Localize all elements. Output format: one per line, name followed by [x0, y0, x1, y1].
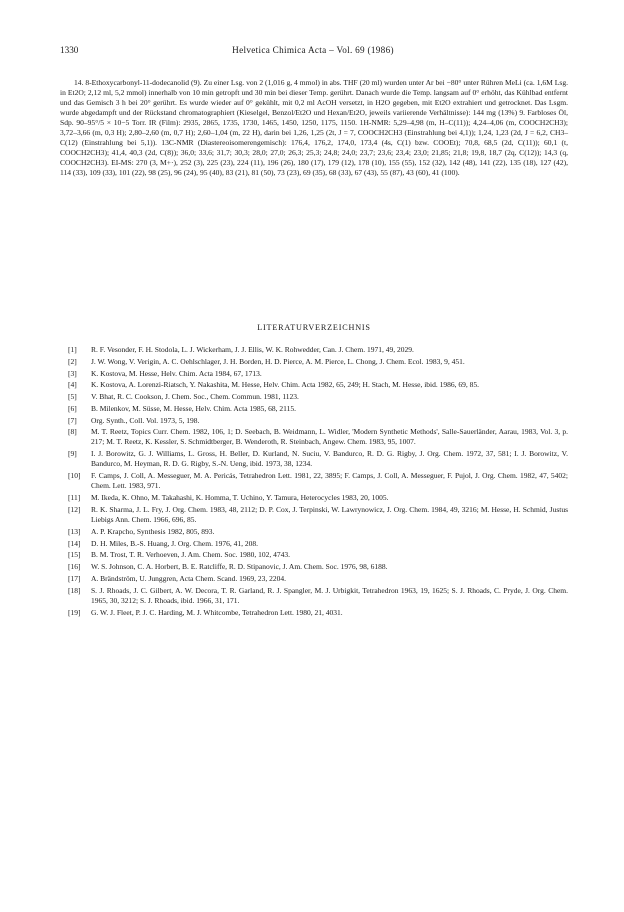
reference-item — [60, 550, 568, 560]
reference-number: [4] — [68, 380, 77, 390]
reference-number: [13] — [68, 526, 81, 536]
reference-text: A. Brändström, U. Junggren, Acta Chem. Scand. 1969, 23, 2204. — [91, 573, 286, 583]
reference-number: [1] — [68, 345, 77, 354]
reference-text: W. S. Johnson, C. A. Horbert, B. E. Ratcliffe, R. D. Stipanovic, J. Am. Chem. Soc. 1976, 98, 6188. — [91, 562, 388, 572]
reference-number: [5] — [68, 392, 77, 401]
reference-text: K. Kostova, A. Lorenzi-Riatsch, Y. Nakashita, M. Hesse, Helv. Chim. Acta 1982, 65, 249; H. Stach, M. Hesse, ibid. 1986, 69, 85. — [91, 380, 480, 390]
reference-number: [8] — [68, 427, 77, 437]
reference-item — [60, 404, 568, 414]
reference-item — [60, 539, 568, 549]
reference-number: [9] — [68, 449, 77, 459]
reference-item — [60, 586, 568, 606]
reference-number: [10] — [68, 471, 81, 481]
reference-item — [60, 574, 568, 584]
reference-text: S. J. Rhoads, J. C. Gilbert, A. W. Decora, T. R. Garland, R. J. Spangler, M. J. Urbigkit, Tetrahedron 1963, 19, 1625; S. J. Rhoads, C. Pryde, J. Org. Chem. 1965, 30, 3212; S. J. Rhoads, ibid. 1966, 31, 171. — [91, 585, 568, 605]
reference-number: [2] — [68, 356, 77, 366]
reference-number: [3] — [68, 368, 77, 378]
reference-text: F. Camps, J. Coll, A. Messeguer, M. A. Pericás, Tetrahedron Lett. 1981, 22, 3895; F. Camps, J. Coll, A. Messeguer, F. Pujol, J. Org. Chem. 1982, 47, 5402; Chem. Lett. 1983, 971. — [91, 471, 568, 491]
reference-number: [18] — [68, 585, 81, 595]
reference-text: K. Kostova, M. Hesse, Helv. Chim. Acta 1984, 67, 1713. — [91, 368, 262, 378]
reference-text: J. W. Wong, V. Verigin, A. C. Oehlschlager, J. H. Borden, H. D. Pierce, A. M. Pierce, L. Chong, J. Chem. Ecol. 1983, 9, 451. — [91, 356, 465, 366]
reference-number: [19] — [68, 607, 81, 617]
reference-item — [60, 357, 568, 367]
reference-text: D. H. Miles, B.-S. Huang, J. Org. Chem. 1976, 41, 208. — [91, 538, 258, 548]
reference-text: A. P. Krapcho, Synthesis 1982, 805, 893. — [91, 526, 215, 536]
reference-item — [60, 380, 568, 390]
reference-text: R. K. Sharma, J. L. Fry, J. Org. Chem. 1983, 48, 2112; D. P. Cox, J. Terpinski, W. Lawrynowicz, J. Org. Chem. 1984, 49, 3216; M. Hesse, H. Schmid, Justus Liebigs Ann. Chem. 1966, 696, 85. — [91, 504, 568, 525]
reference-text: Org. Synth., Coll. Vol. 1973, 5, 198. — [91, 415, 200, 425]
page-number: 1330 — [60, 45, 79, 55]
reference-item — [60, 505, 568, 525]
reference-item — [60, 345, 568, 355]
reference-number: [12] — [68, 504, 81, 514]
reference-number: [15] — [68, 550, 81, 560]
reference-text: I. J. Borowitz, G. J. Williams, L. Gross, H. Beller, D. Kurland, N. Suciu, V. Bandurco, R. D. G. Rigby, J. Org. Chem. 1972, 37, 581; I. J. Borowitz, V. Bandurco, M. Heyman, R. D. G. Rigby, S.-N. Ueng, ibid. 1973, 38, 1234. — [91, 449, 568, 469]
reference-number: [6] — [68, 403, 77, 413]
references-heading: LITERATURVERZEICHNIS — [257, 323, 371, 332]
reference-text: R. F. Vesonder, F. H. Stodola, L. J. Wickerham, J. J. Ellis, W. K. Rohwedder, Can. J. Chem. 1971, 49, 2029. — [91, 345, 414, 354]
reference-text: G. W. J. Fleet, P. J. C. Harding, M. J. Whitcombe, Tetrahedron Lett. 1980, 21, 4031. — [91, 607, 343, 617]
reference-text: B. Milenkov, M. Süsse, M. Hesse, Helv. Chim. Acta 1985, 68, 2115. — [91, 403, 296, 413]
reference-item — [60, 369, 568, 379]
reference-item — [60, 527, 568, 537]
reference-number: [14] — [68, 538, 81, 548]
page-header — [60, 45, 566, 59]
reference-number: [16] — [68, 562, 81, 572]
experimental-paragraph: 14. 8-Ethoxycarbonyl-11-dodecanolid (9). Zu einer Lsg. von 2 (1,016 g, 4 mmol) in abs. THF (20 ml) wurden unter Ar bei −80° unter Rühren MeLi (ca. 1,6M Lsg. in Et2O; 2,12 ml, 5,2 mmol) innerhalb von 10 min getropft und 30 min bei dieser Temp. gerührt. Danach wurde die Temp. langsam auf 0° erhöht, das Kühlbad entfernt und das Gemisch 3 h bei 20° gerührt. Es wurde wieder auf 0° gekühlt, mit 0,2 ml AcOH versetzt, in H2O gegeben, mit Et2O extrahiert und getrocknet. Das Lsgm. wurde abgedampft und der Rückstand chromatographiert (Kieselgel, Benzol/Et2O und Hexan/Et2O, jeweils variierende Verhältnisse): 144 mg (13%) 9. Farbloses Öl, Sdp. 90–95°/5 × 10−5 Torr. IR (Film): 2935, 2865, 1735, 1730, 1465, 1450, 1250, 1175, 1150. 1H-NMR: 5,29–4,98 (m, H–C(11)); 4,24–4,06 (m, COOCH2CH3); 3,72–3,66 (m, 0,3 H); 2,80–2,60 (m, 0,7 H); 2,60–1,04 (m, 22 H), darin bei 1,26, 1,25 (2t, J = 7, COOCH2CH3 (Einstrahlung bei 4,1)); 1,24, 1,23 (2d, J = 6,2, CH3–C(12) (Einstrahlung bei 5,1)). 13C-NMR (Diastereoisomerengemisch): 176,4, 176,2, 174,0, 173,4 (4s, C(1) bzw. COOEt); 70,8, 68,5 (2d, C(11)); 60,1 (t, COOCH2CH3); 41,4, 40,3 (2d, C(8)); 36,0; 33,6; 31,7; 30,3; 28,0; 27,0; 26,3; 25,3; 24,8; 24,0; 23,7; 23,6; 23,4; 23,0; 21,85; 21,8; 19,8, 18,7 (2q, C(12)); 14,3 (q, COOCH2CH3). EI-MS: 270 (3, M+·), 252 (3), 225 (23), 224 (11), 196 (26), 180 (17), 179 (12), 178 (10), 155 (55), 152 (32), 142 (48), 141 (22), 135 (18), 127 (42), 114 (33), 109 (33), 101 (22), 98 (25), 96 (24), 95 (40), 83 (21), 81 (50), 73 (23), 69 (35), 68 (33), 67 (43), 55 (87), 43 (60), 41 (100). — [60, 77, 568, 178]
reference-number: [17] — [68, 573, 81, 583]
reference-number: [7] — [68, 415, 77, 425]
reference-text: V. Bhat, R. C. Cookson, J. Chem. Soc., Chem. Commun. 1981, 1123. — [91, 392, 299, 401]
reference-item — [60, 449, 568, 469]
reference-item — [60, 608, 568, 618]
reference-text: B. M. Trost, T. R. Verhoeven, J. Am. Chem. Soc. 1980, 102, 4743. — [91, 550, 290, 560]
reference-list — [60, 345, 568, 619]
reference-number: [11] — [68, 493, 81, 503]
running-head: Helvetica Chimica Acta – Vol. 69 (1986) — [232, 45, 394, 55]
reference-item — [60, 562, 568, 572]
reference-item — [60, 471, 568, 491]
reference-item — [60, 392, 568, 402]
reference-item — [60, 416, 568, 426]
reference-text: M. Ikeda, K. Ohno, M. Takahashi, K. Homma, T. Uchino, Y. Tamura, Heterocycles 1983, 20, 1005. — [91, 493, 389, 503]
reference-item — [60, 493, 568, 503]
reference-text: M. T. Reetz, Topics Curr. Chem. 1982, 106, 1; D. Seebach, B. Weidmann, L. Widler, 'Modern Synthetic Methods', Salle-Sauerländer, Aarau, 1983, Vol. 3, p. 217; M. T. Reetz, K. Kessler, S. Schmidtberger, B. Wenderoth, R. Steinbach, Angew. Chem. 1983, 95, 1007. — [91, 427, 568, 447]
reference-item — [60, 427, 568, 447]
